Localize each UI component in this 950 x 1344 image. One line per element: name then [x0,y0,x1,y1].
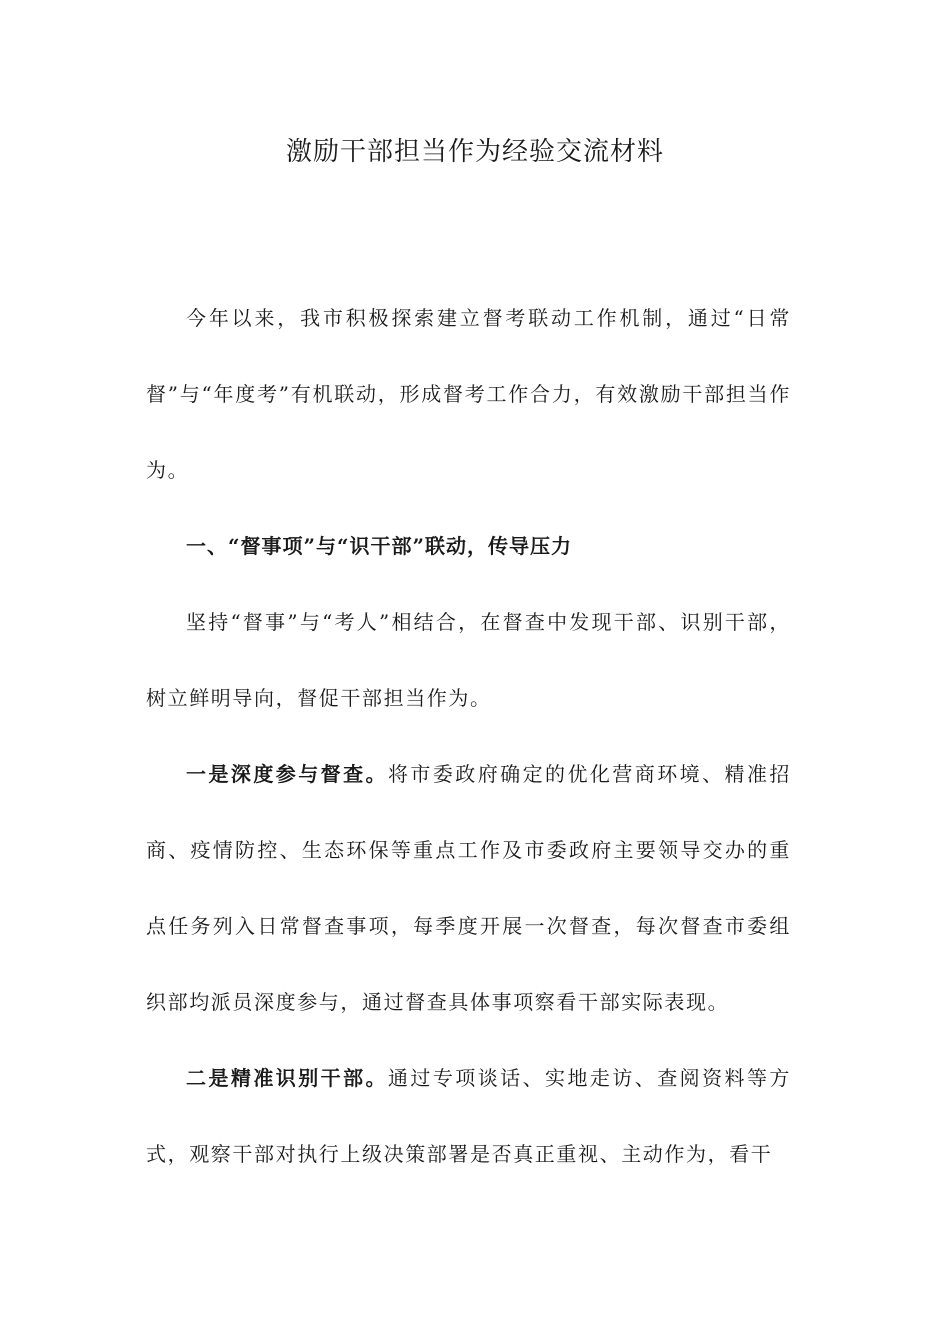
paragraph-text: 坚持“督事”与“考人”相结合，在督查中发现干部、识别干部，树立鲜明导向，督促干部担当作为。 [146,610,791,710]
paragraph-point-2 [146,1040,791,1192]
document-body [146,280,791,1192]
paragraph-lead: 二是精准识别干部。 [186,1066,388,1090]
paragraph-intro [146,280,791,508]
paragraph-text: 通过专项谈话、实地走访、查阅资料等方式，观察干部对执行上级决策部署是否真正重视、主动作为，看干 [146,1066,791,1166]
section-heading-1 [146,508,791,584]
paragraph-lead: 一是深度参与督查。 [186,762,388,786]
paragraph-point-1 [146,736,791,1040]
paragraph-section-intro [146,584,791,736]
paragraph-text: 将市委政府确定的优化营商环境、精准招商、疫情防控、生态环保等重点工作及市委政府主要领导交办的重点任务列入日常督查事项，每季度开展一次督查，每次督查市委组织部均派员深度参与，通过督查具体事项察看干部实际表现。 [146,762,791,1014]
document-title: 激励干部担当作为经验交流材料 [285,137,664,167]
section-heading-text: 一、“督事项”与“识干部”联动，传导压力 [186,534,573,558]
paragraph-text: 今年以来，我市积极探索建立督考联动工作机制，通过“日常督”与“年度考”有机联动，形成督考工作合力，有效激励干部担当作为。 [146,306,791,482]
